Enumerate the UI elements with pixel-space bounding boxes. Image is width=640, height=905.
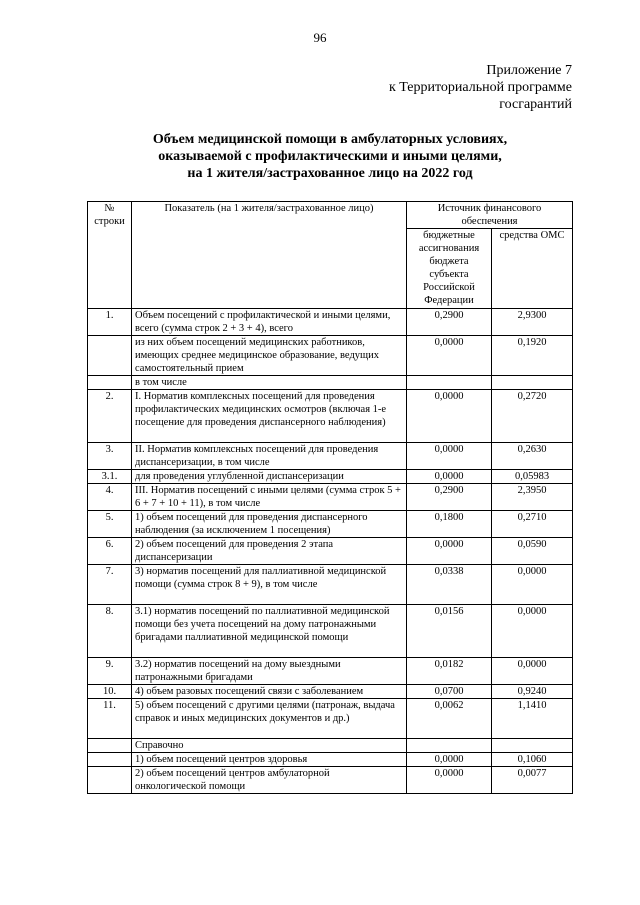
indicator-cell: Справочно	[132, 739, 407, 753]
budget-value-cell: 0,0000	[407, 443, 492, 470]
indicator-cell: II. Норматив комплексных посещений для проведения диспансеризации, в том числе	[132, 443, 407, 470]
table-row	[88, 443, 573, 470]
budget-value-cell: 0,0062	[407, 699, 492, 739]
oms-value-cell: 0,1920	[492, 336, 573, 376]
budget-value-cell: 0,2900	[407, 309, 492, 336]
table-row	[88, 309, 573, 336]
oms-value-cell: 0,05983	[492, 470, 573, 484]
oms-value-cell: 0,9240	[492, 685, 573, 699]
row-number-cell: 3.1.	[88, 470, 132, 484]
row-number-cell: 9.	[88, 658, 132, 685]
table-row	[88, 390, 573, 443]
indicator-cell: 5) объем посещений с другими целями (патронаж, выдача справок и иных медицинских документов и др.)	[132, 699, 407, 739]
table-row	[88, 470, 573, 484]
budget-value-cell: 0,0000	[407, 390, 492, 443]
table-row	[88, 767, 573, 794]
budget-value-cell: 0,0156	[407, 605, 492, 658]
oms-value-cell: 1,1410	[492, 699, 573, 739]
header-funding-source: Источник финансового обеспечения	[407, 202, 573, 229]
oms-value-cell: 0,2630	[492, 443, 573, 470]
indicator-cell: для проведения углубленной диспансеризации	[132, 470, 407, 484]
indicator-cell: III. Норматив посещений с иными целями (сумма строк 5 + 6 + 7 + 10 + 11), в том числе	[132, 484, 407, 511]
table-row	[88, 739, 573, 753]
header-budget: бюджетные ассигнования бюджета субъекта Российской Федерации	[407, 229, 492, 309]
row-number-cell: 8.	[88, 605, 132, 658]
row-number-cell: 10.	[88, 685, 132, 699]
header-row-number: № строки	[88, 202, 132, 309]
indicator-cell: 1) объем посещений для проведения диспансерного наблюдения (за исключением 1 посещения)	[132, 511, 407, 538]
budget-value-cell	[407, 739, 492, 753]
indicator-cell: 1) объем посещений центров здоровья	[132, 753, 407, 767]
table-row	[88, 685, 573, 699]
page-number: 96	[313, 30, 327, 45]
row-number-cell	[88, 336, 132, 376]
header-indicator: Показатель (на 1 жителя/застрахованное лицо)	[132, 202, 407, 309]
oms-value-cell	[492, 739, 573, 753]
row-number-cell: 4.	[88, 484, 132, 511]
row-number-cell: 7.	[88, 565, 132, 605]
table-row	[88, 565, 573, 605]
budget-value-cell	[407, 376, 492, 390]
row-number-cell: 5.	[88, 511, 132, 538]
row-number-cell: 6.	[88, 538, 132, 565]
table-row	[88, 376, 573, 390]
oms-value-cell	[492, 376, 573, 390]
appendix-line-1: Приложение 7	[486, 63, 572, 78]
table-row	[88, 699, 573, 739]
oms-value-cell: 0,0590	[492, 538, 573, 565]
title-line-2: оказываемой с профилактическими и иными целями,	[158, 149, 502, 164]
indicator-cell: 4) объем разовых посещений связи с заболеванием	[132, 685, 407, 699]
row-number-cell: 3.	[88, 443, 132, 470]
row-number-cell: 11.	[88, 699, 132, 739]
row-number-cell	[88, 739, 132, 753]
document-title	[0, 131, 640, 182]
volume-table	[87, 201, 573, 794]
row-number-cell	[88, 767, 132, 794]
indicator-cell: 3.1) норматив посещений по паллиативной медицинской помощи без учета посещений на дому патронажными бригадами паллиативной медицинской помощи	[132, 605, 407, 658]
table-row	[88, 336, 573, 376]
budget-value-cell: 0,0182	[407, 658, 492, 685]
oms-value-cell: 2,9300	[492, 309, 573, 336]
budget-value-cell: 0,0000	[407, 336, 492, 376]
oms-value-cell: 0,2720	[492, 390, 573, 443]
oms-value-cell: 0,0000	[492, 565, 573, 605]
oms-value-cell: 0,2710	[492, 511, 573, 538]
title-line-3: на 1 жителя/застрахованное лицо на 2022 год	[187, 166, 473, 181]
indicator-cell: из них объем посещений медицинских работников, имеющих среднее медицинское образование, ведущих самостоятельный прием	[132, 336, 407, 376]
indicator-cell: в том числе	[132, 376, 407, 390]
indicator-cell: 3.2) норматив посещений на дому выездными патронажными бригадами	[132, 658, 407, 685]
budget-value-cell: 0,0000	[407, 753, 492, 767]
header-oms: средства ОМС	[492, 229, 573, 309]
oms-value-cell: 2,3950	[492, 484, 573, 511]
oms-value-cell: 0,0077	[492, 767, 573, 794]
budget-value-cell: 0,0000	[407, 767, 492, 794]
table-row	[88, 484, 573, 511]
row-number-cell	[88, 376, 132, 390]
budget-value-cell: 0,0000	[407, 538, 492, 565]
budget-value-cell: 0,0700	[407, 685, 492, 699]
appendix-caption	[389, 62, 572, 113]
budget-value-cell: 0,0000	[407, 470, 492, 484]
indicator-cell: 3) норматив посещений для паллиативной медицинской помощи (сумма строк 8 + 9), в том числе	[132, 565, 407, 605]
table-row	[88, 511, 573, 538]
budget-value-cell: 0,0338	[407, 565, 492, 605]
row-number-cell: 2.	[88, 390, 132, 443]
table-row	[88, 538, 573, 565]
indicator-cell: I. Норматив комплексных посещений для проведения профилактических медицинских осмотров (включая 1-е посещение для проведения диспансерного наблюдения)	[132, 390, 407, 443]
oms-value-cell: 0,0000	[492, 658, 573, 685]
budget-value-cell: 0,1800	[407, 511, 492, 538]
indicator-cell: Объем посещений с профилактической и иными целями, всего (сумма строк 2 + 3 + 4), всего	[132, 309, 407, 336]
table-row	[88, 753, 573, 767]
appendix-line-3: госгарантий	[499, 97, 572, 112]
row-number-cell	[88, 753, 132, 767]
oms-value-cell: 0,1060	[492, 753, 573, 767]
table-row	[88, 605, 573, 658]
indicator-cell: 2) объем посещений для проведения 2 этапа диспансеризации	[132, 538, 407, 565]
budget-value-cell: 0,2900	[407, 484, 492, 511]
title-line-1: Объем медицинской помощи в амбулаторных условиях,	[152, 132, 508, 147]
oms-value-cell: 0,0000	[492, 605, 573, 658]
row-number-cell: 1.	[88, 309, 132, 336]
table-row	[88, 658, 573, 685]
header-row-1	[88, 202, 573, 229]
indicator-cell: 2) объем посещений центров амбулаторной онкологической помощи	[132, 767, 407, 794]
appendix-line-2: к Территориальной программе	[388, 80, 572, 95]
